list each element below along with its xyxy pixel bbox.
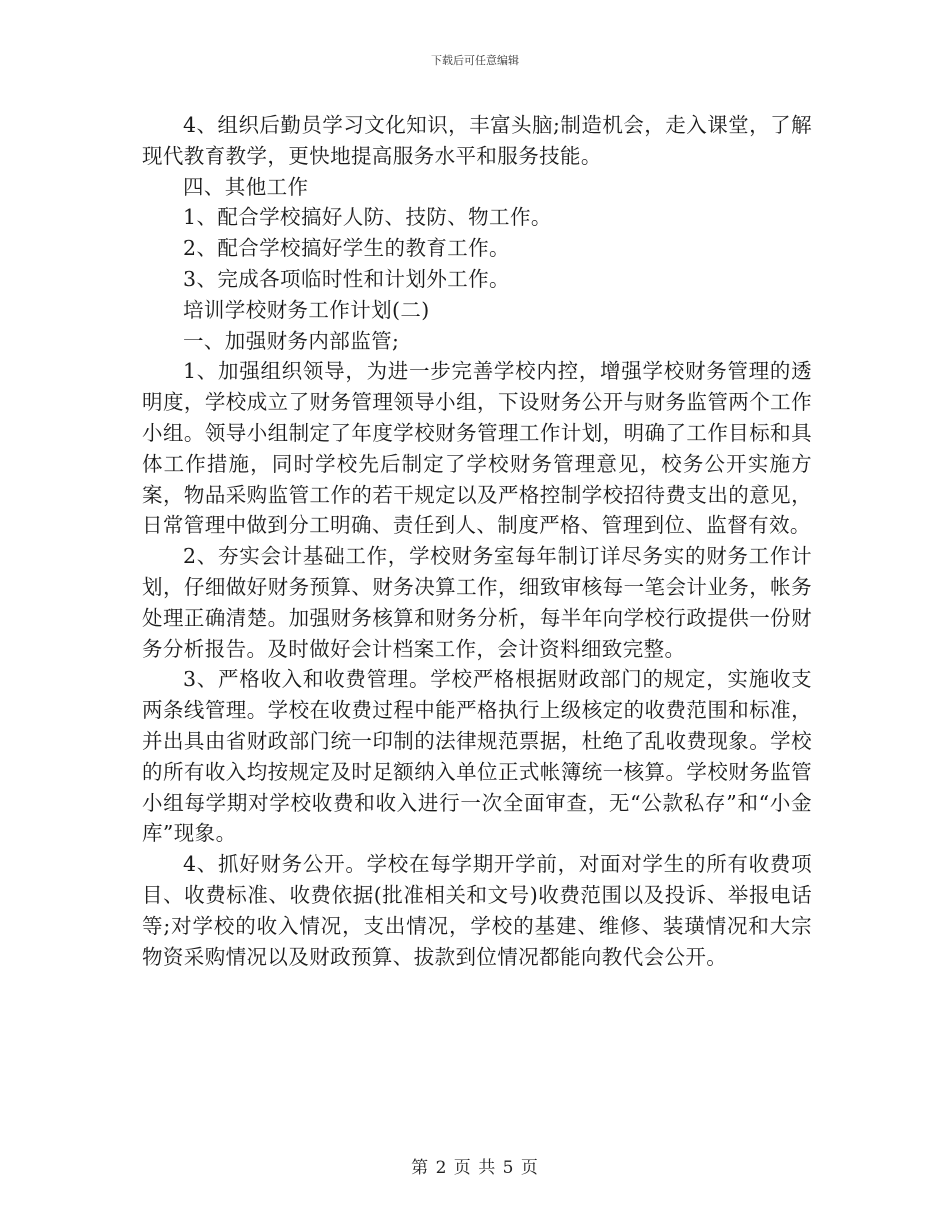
document-body [142, 110, 812, 972]
section-heading-internal-supervision: 一、加强财务内部监管; [183, 328, 400, 353]
paragraph-accounting-basics: 2、夯实会计基础工作，学校财务室每年制订详尽务实的财务工作计划，仔细做好财务预算、财务决算工作，细致审核每一笔会计业务，帐务处理正确清楚。加强财务核算和财务分析，每半年向学校行政提供一份财务分析报告。及时做好会计档案工作，会计资料细致完整。 [142, 544, 812, 661]
paragraph-student-education: 2、配合学校搞好学生的教育工作。 [183, 236, 510, 261]
document-title-finance-plan: 培训学校财务工作计划(二) [183, 297, 430, 322]
paragraph-organization-leadership: 1、加强组织领导，为进一步完善学校内控，增强学校财务管理的透明度，学校成立了财务管理领导小组，下设财务公开与财务监管两个工作小组。领导小组制定了年度学校财务管理工作计划，明确了工作目标和具体工作措施，同时学校先后制定了学校财务管理意见，校务公开实施方案，物品采购监管工作的若干规定以及严格控制学校招待费支出的意见，日常管理中做到分工明确、责任到人、制度严格、管理到位、监督有效。 [142, 359, 812, 538]
paragraph-temporary-work: 3、完成各项临时性和计划外工作。 [183, 266, 510, 291]
paragraph-financial-disclosure: 4、抓好财务公开。学校在每学期开学前，对面对学生的所有收费项目、收费标准、收费依据(批准相关和文号)收费范围以及投诉、举报电话等;对学校的收入情况，支出情况，学校的基建、维修、装璜情况和大宗物资采购情况以及财政预算、拔款到位情况都能向教代会公开。 [142, 852, 812, 969]
section-heading-other-work: 四、其他工作 [183, 174, 309, 199]
page-number-footer: 第 2 页 共 5 页 [411, 1158, 539, 1178]
paragraph-security: 1、配合学校搞好人防、技防、物工作。 [183, 205, 552, 230]
page-header: 下载后可任意编辑 [431, 54, 519, 67]
paragraph-logistics-study: 4、组织后勤员学习文化知识，丰富头脑;制造机会，走入课堂，了解现代教育教学，更快地提高服务水平和服务技能。 [142, 113, 812, 168]
paragraph-income-fees: 3、严格收入和收费管理。学校严格根据财政部门的规定，实施收支两条线管理。学校在收费过程中能严格执行上级核定的收费范围和标准，并出具由省财政部门统一印制的法律规范票据，杜绝了乱收费现象。学校的所有收入均按规定及时足额纳入单位正式帐簿统一核算。学校财务监管小组每学期对学校收费和收入进行一次全面审查，无“公款私存”和“小金库”现象。 [142, 667, 812, 846]
